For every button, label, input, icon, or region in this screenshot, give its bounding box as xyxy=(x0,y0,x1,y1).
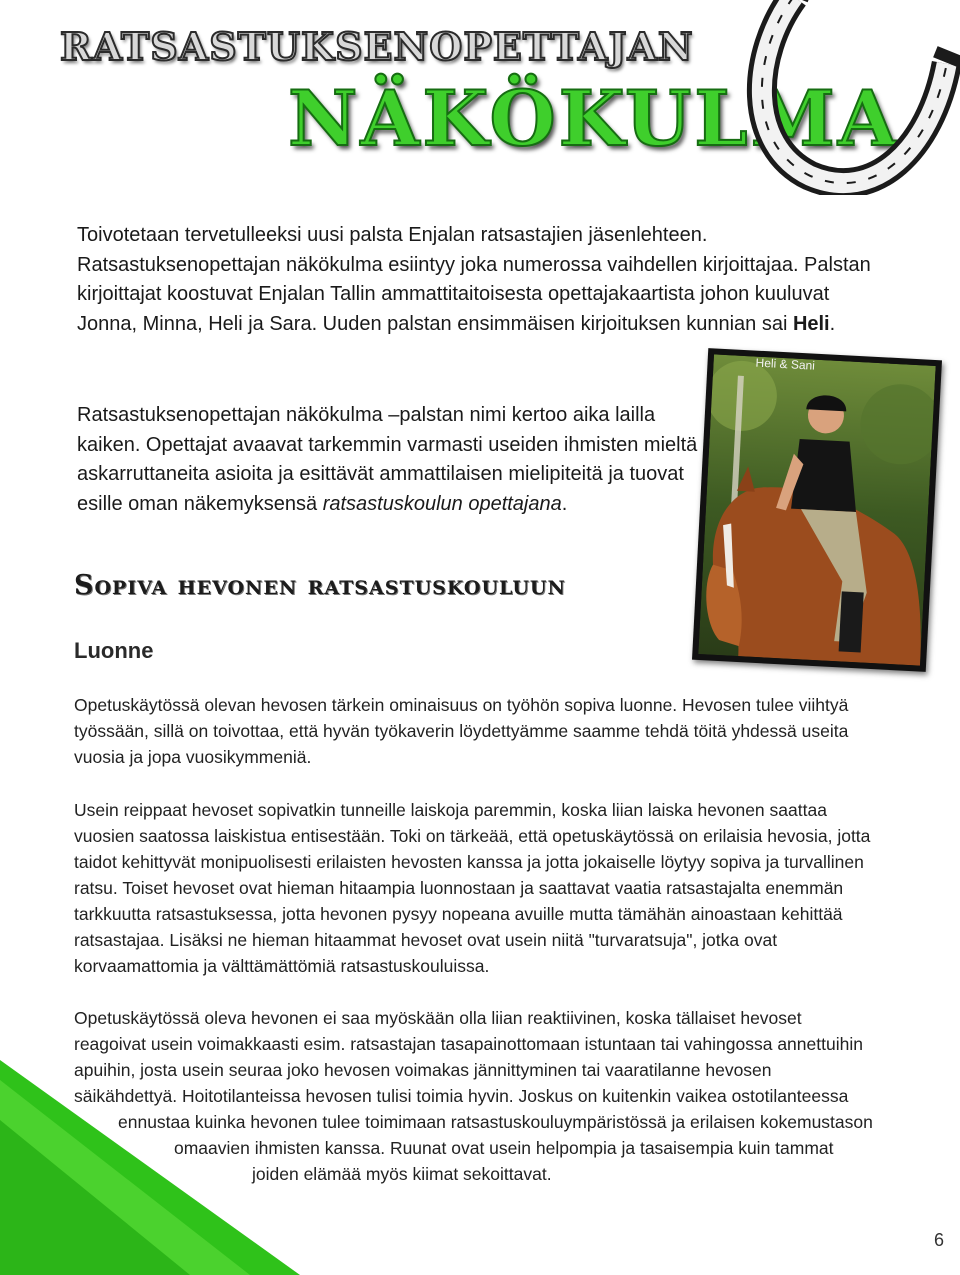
masthead-title-line2: NÄKÖKULMA xyxy=(288,74,900,163)
text-line: joiden elämää myös kiimat sekoittavat. xyxy=(252,1164,552,1184)
photo-caption: Heli & Sani xyxy=(755,355,816,373)
intro-p2-text: Ratsastuksenopettajan näkökulma –palstan nimi kertoo aika lailla kaiken. Opettajat avaavat tarkemmin varmasti useiden ihmisten mieltä askarruttaneita asioita ja esittävät ammattilaisen mielipiteitä ja tuovat esille oman näkemyksensä xyxy=(77,404,698,515)
text-line: omaavien ihmisten kanssa. Ruunat ovat usein helpompia ja tasaisempia kuin tammat xyxy=(174,1138,834,1158)
masthead-title-line1: RATSASTUKSENOPETTAJAN xyxy=(60,24,694,69)
body-paragraph-2 xyxy=(74,797,894,979)
intro-paragraph-1 xyxy=(77,221,877,339)
text-line: tarkkuutta ratsastuksessa, jotta hevonen pysyy nopeana avuille mutta tämähän ainoastaan kehittää xyxy=(74,904,843,924)
text-line: korvaamattomia ja välttämättömiä ratsastuskouluissa. xyxy=(74,956,490,976)
text-line: ratsu. Toiset hevoset ovat hieman hitaampia luonnostaan ja saattavat vaatia ratsastajalta enemmän xyxy=(74,878,844,898)
text-line: Opetuskäytössä oleva hevonen ei saa myöskään olla liian reaktiivinen, koska tällaiset hevoset xyxy=(74,1008,802,1028)
text-line: Opetuskäytössä olevan hevosen tärkein ominaisuus on työhön sopiva luonne. Hevosen tulee viihtyä xyxy=(74,695,849,715)
page-number: 6 xyxy=(934,1230,945,1250)
intro-p1-end: . xyxy=(829,312,836,335)
text-line: reagoivat usein voimakkaasti esim. ratsastajan tasapainottomaan istuntaan tai vahingossa annettuihin xyxy=(74,1034,863,1054)
intro-paragraph-2 xyxy=(77,401,717,519)
body-paragraph-1 xyxy=(74,692,894,770)
text-line: säikähdettyä. Hoitotilanteissa hevosen tulisi toimia hyvin. Joskus on kuitenkin vaikea ostotilanteessa xyxy=(74,1086,849,1106)
author-name: Heli xyxy=(792,312,830,335)
subheading-luonne: Luonne xyxy=(74,638,154,663)
rider-photo xyxy=(692,348,942,672)
intro-p2-italic: ratsastuskoulun opettajana xyxy=(322,492,562,515)
text-line: apuihin, josta usein seuraa joko hevosen voimakas jännittyminen tai vaaratilanne hevosen xyxy=(74,1060,772,1080)
section-title: Sopiva hevonen ratsastuskouluun xyxy=(74,570,566,601)
text-line: taidot kehittyvät monipuolisesti erilaisten hevosten kanssa ja jotta jokaiselle löytyy sopiva ja turvallinen xyxy=(74,852,864,872)
horseshoe-icon xyxy=(712,0,960,195)
text-line: työssään, sillä on toivottaa, että hyvän työkaverin löydettyämme saamme tehdä töitä yhdessä useita xyxy=(74,721,849,741)
rider-photo-illustration xyxy=(698,354,935,665)
text-line: vuosien saatossa laiskistua entisestään. Toki on tärkeää, että opetuskäytössä on erilaisia hevosia, jotta xyxy=(74,826,871,846)
text-line: Usein reippaat hevoset sopivatkin tunneille laiskoja paremmin, koska liian laiska hevonen saattaa xyxy=(74,800,827,820)
body-paragraph-3 xyxy=(74,1005,894,1187)
intro-p1-text: Toivotetaan tervetulleeksi uusi palsta Enjalan ratsastajien jäsenlehteen. Ratsastuksenopettajan näkökulma esiintyy joka numerossa vaihdellen kirjoittajaa. Palstan kirjoittajat koostuvat Enjalan Tallin ammattitaitoisesta opettajakaartista johon kuuluvat Jonna, Minna, Heli ja Sara. Uuden palstan ensimmäisen kirjoituksen kunnian sai xyxy=(77,224,871,335)
text-line: ennustaa kuinka hevonen tulee toimimaan ratsastuskouluympäristössä ja erilaisen kokemustason xyxy=(118,1112,873,1132)
intro-p2-end: . xyxy=(561,492,568,515)
text-line: ratsastajaa. Lisäksi ne hieman hitaammat hevoset ovat usein niitä "turvaratsuja", jotka ovat xyxy=(74,930,778,950)
text-line: vuosia ja jopa vuosikymmeniä. xyxy=(74,747,312,767)
